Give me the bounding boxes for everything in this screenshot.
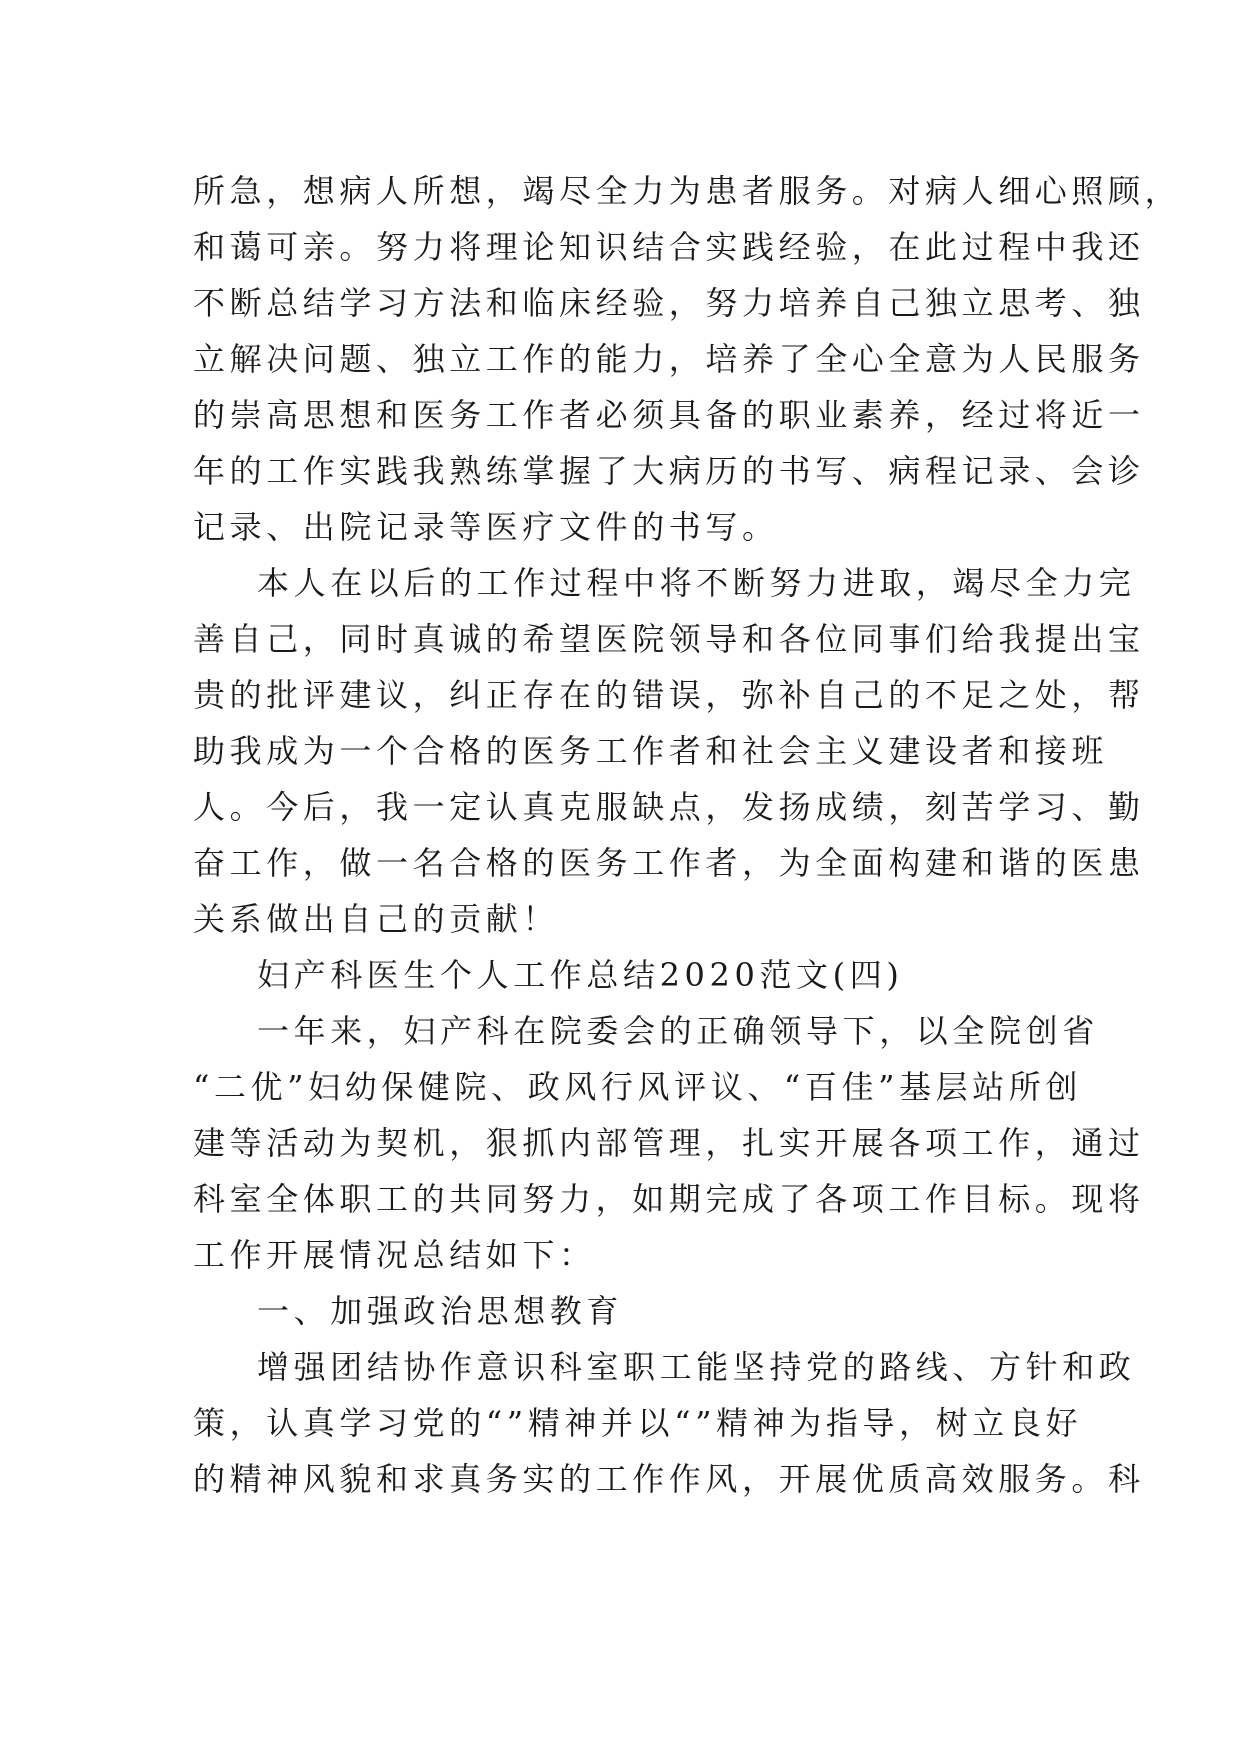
text-line: 关系做出自己的贡献！ [193, 900, 560, 938]
text-line: 助我成为一个合格的医务工作者和社会主义建设者和接班 [193, 732, 1109, 770]
text-line: 的精神风貌和求真务实的工作作风，开展优质高效服务。科 [193, 1460, 1145, 1498]
section-heading: 妇产科医生个人工作总结2020范文(四) [257, 956, 904, 994]
text-line: 科室全体职工的共同努力，如期完成了各项工作目标。现将 [193, 1180, 1145, 1218]
text-line: 所急，想病人所想，竭尽全力为患者服务。对病人细心照顾， [193, 172, 1182, 210]
text-line: 记录、出院记录等医疗文件的书写。 [193, 508, 779, 546]
text-line: 奋工作，做一名合格的医务工作者，为全面构建和谐的医患 [193, 844, 1145, 882]
text-line: 工作开展情况总结如下： [193, 1236, 596, 1274]
text-line: 和蔼可亲。努力将理论知识结合实践经验，在此过程中我还 [193, 228, 1145, 266]
text-line: 年的工作实践我熟练掌握了大病历的书写、病程记录、会诊 [193, 452, 1145, 490]
paragraph-first-line: 本人在以后的工作过程中将不断努力进取，竭尽全力完 [257, 564, 1136, 602]
text-line: 善自己，同时真诚的希望医院领导和各位同事们给我提出宝 [193, 620, 1145, 658]
text-line: 贵的批评建议，纠正存在的错误，弥补自己的不足之处，帮 [193, 676, 1145, 714]
text-line: 不断总结学习方法和临床经验，努力培养自己独立思考、独 [193, 284, 1145, 322]
text-line: 的崇高思想和医务工作者必须具备的职业素养，经过将近一 [193, 396, 1145, 434]
text-line: 策，认真学习党的“”精神并以“”精神为指导，树立良好 [193, 1404, 1083, 1442]
text-line: 人。今后，我一定认真克服缺点，发扬成绩，刻苦学习、勤 [193, 788, 1145, 826]
subsection-heading: 一、加强政治思想教育 [257, 1292, 624, 1330]
text-line: 立解决问题、独立工作的能力，培养了全心全意为人民服务 [193, 340, 1145, 378]
paragraph-first-line: 增强团结协作意识科室职工能坚持党的路线、方针和政 [257, 1348, 1136, 1386]
text-line: “二优”妇幼保健院、政风行风评议、“百佳”基层站所创 [193, 1068, 1083, 1106]
text-line: 建等活动为契机，狠抓内部管理，扎实开展各项工作，通过 [193, 1124, 1145, 1162]
paragraph-first-line: 一年来，妇产科在院委会的正确领导下，以全院创省 [257, 1012, 1099, 1050]
